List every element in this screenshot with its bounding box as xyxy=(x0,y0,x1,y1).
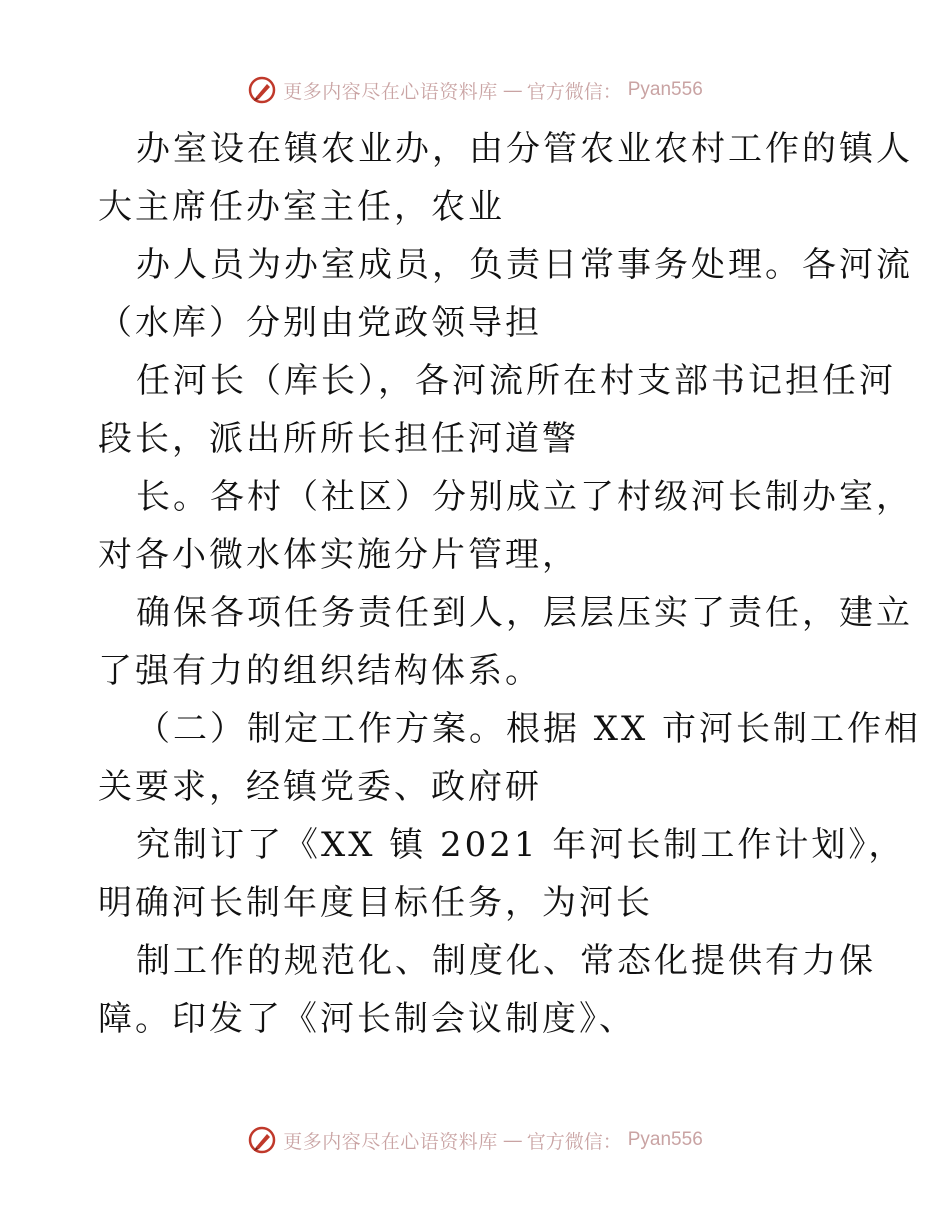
body-line: （二）制定工作方案。根据 XX 市河长制工作相 xyxy=(136,709,922,749)
pen-logo-icon xyxy=(247,75,277,105)
body-line: 明确河长制年度目标任务，为河长 xyxy=(98,883,653,923)
banner-slogan: 更多内容尽在心语资料库 xyxy=(283,80,498,103)
body-line: 办室设在镇农业办，由分管农业农村工作的镇人 xyxy=(136,129,913,169)
body-line: 究制订了《XX 镇 2021 年河长制工作计划》， xyxy=(136,825,906,865)
header-banner xyxy=(0,72,950,108)
footer-banner xyxy=(0,1122,950,1158)
body-line: 任河长（库长），各河流所在村支部书记担任河 xyxy=(136,361,896,401)
body-line: 大主席任办室主任，农业 xyxy=(98,187,505,227)
banner-wechat-label: 官方微信： xyxy=(526,1130,622,1153)
body-line: 关要求，经镇党委、政府研 xyxy=(98,767,542,807)
body-line: 对各小微水体实施分片管理， xyxy=(98,535,579,575)
body-line: （水库）分别由党政领导担 xyxy=(98,303,542,343)
body-line: 办人员为办室成员，负责日常事务处理。各河流 xyxy=(136,245,913,285)
body-line: 确保各项任务责任到人，层层压实了责任，建立 xyxy=(136,593,913,633)
body-line: 段长，派出所所长担任河道警 xyxy=(98,419,579,459)
banner-separator: — xyxy=(503,79,521,100)
banner-separator: — xyxy=(503,1129,521,1150)
document-body xyxy=(98,120,922,1048)
banner-wechat-id: Pyan556 xyxy=(627,79,703,100)
banner-wechat-id: Pyan556 xyxy=(627,1129,703,1150)
body-line: 长。各村（社区）分别成立了村级河长制办室， xyxy=(136,477,913,517)
body-line: 制工作的规范化、制度化、常态化提供有力保 xyxy=(136,941,876,981)
body-line: 障。印发了《河长制会议制度》、 xyxy=(98,999,636,1039)
banner-slogan: 更多内容尽在心语资料库 xyxy=(283,1130,498,1153)
pen-logo-icon xyxy=(247,1125,277,1155)
banner-wechat-label: 官方微信： xyxy=(526,80,622,103)
body-line: 了强有力的组织结构体系。 xyxy=(98,651,542,691)
